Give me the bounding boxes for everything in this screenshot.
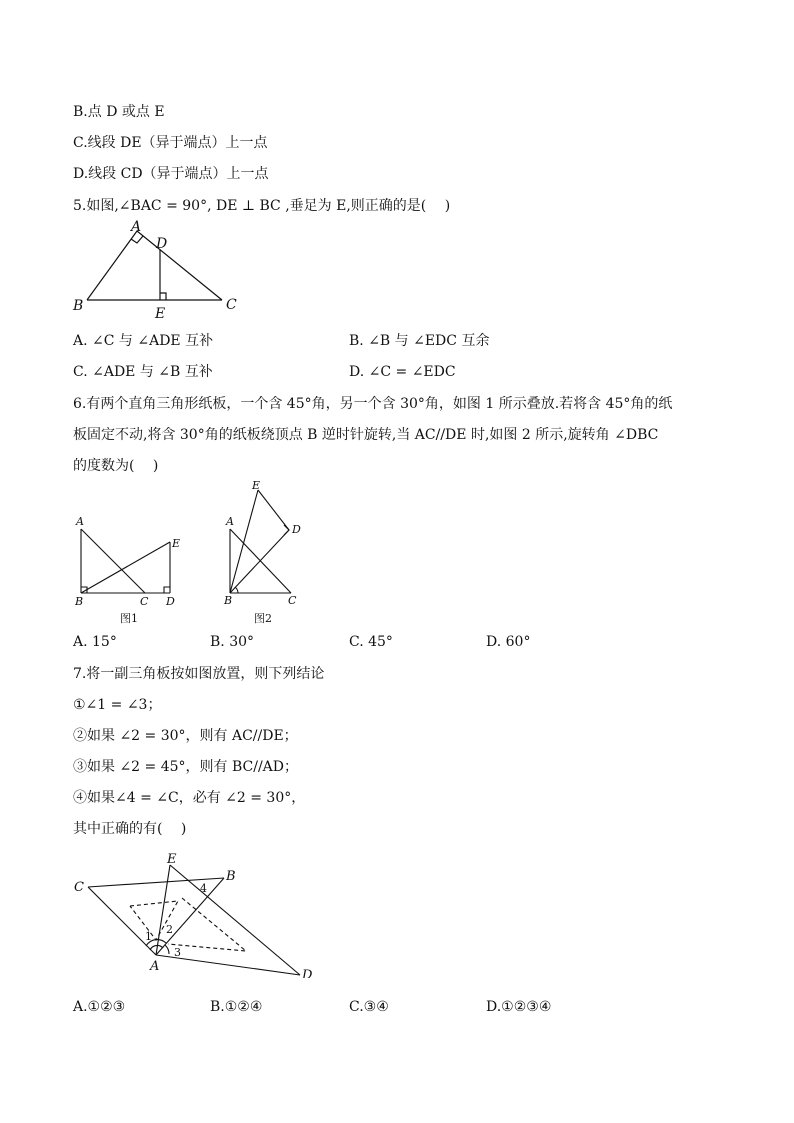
q5-figure — [70, 220, 250, 322]
q7-label-e: E — [167, 852, 177, 867]
q6-figure-2 — [218, 478, 318, 628]
q6-fig2-label-d: D — [292, 523, 301, 536]
q6-fig2-label-a: A — [226, 515, 234, 528]
q6-fig2-label-c: C — [288, 594, 297, 607]
q4-option-c: C.线段 DE（异于端点）上一点 — [73, 135, 268, 151]
q7-label-b: B — [226, 869, 236, 884]
q6-stem-line3: 的度数为( ) — [73, 458, 159, 474]
q5-option-b: B. ∠B 与 ∠EDC 互余 — [349, 333, 490, 349]
q6-fig2-label-b: B — [224, 594, 233, 607]
q7-angle-4: 4 — [200, 882, 207, 895]
q7-stem: 7.将一副三角板按如图放置，则下列结论 — [73, 666, 325, 682]
q7-item-3: ③如果 ∠2 = 45°，则有 BC//AD； — [73, 759, 299, 775]
q5-label-c: C — [226, 297, 237, 313]
q7-angle-3: 3 — [174, 946, 181, 959]
q7-option-c: C.③④ — [349, 999, 389, 1015]
q6-stem-line1: 6.有两个直角三角形纸板，一个含 45°角，另一个含 30°角，如图 1 所示叠放.若将含 45°角的纸 — [73, 396, 673, 412]
q6-option-c: C. 45° — [349, 634, 393, 650]
q6-figure-1 — [70, 505, 190, 627]
q7-figure — [70, 848, 320, 978]
q7-label-c: C — [74, 880, 84, 895]
q5-label-d: D — [156, 236, 168, 252]
q5-segment-ab — [87, 231, 137, 300]
q6-fig1-label-b: B — [75, 595, 84, 608]
q5-label-a: A — [131, 220, 142, 235]
q6-fig1-caption: 图1 — [120, 612, 138, 625]
q5-label-b: B — [73, 298, 84, 314]
q6-fig1-label-d: D — [166, 595, 175, 608]
q4-option-b: B.点 D 或点 E — [73, 104, 165, 120]
q7-option-a: A.①②③ — [73, 999, 126, 1015]
q7-option-b: B.①②④ — [210, 999, 263, 1015]
q7-angle-2: 2 — [166, 923, 173, 936]
q6-fig2-label-e: E — [252, 479, 261, 492]
q5-option-a: A. ∠C 与 ∠ADE 互补 — [73, 333, 214, 349]
q5-segment-ac — [137, 231, 222, 300]
q6-fig1-label-e: E — [172, 537, 181, 550]
q7-option-d: D.①②③④ — [486, 999, 552, 1015]
q5-label-e: E — [155, 306, 166, 322]
q6-fig2-caption: 图2 — [254, 612, 272, 625]
q6-option-d: D. 60° — [486, 634, 531, 650]
q6-fig1-label-c: C — [140, 595, 149, 608]
q4-option-d: D.线段 CD（异于端点）上一点 — [73, 166, 269, 182]
q6-fig1-label-a: A — [76, 515, 84, 528]
q5-stem: 5.如图,∠BAC = 90°, DE ⊥ BC ,垂足为 E,则正确的是( ) — [73, 198, 451, 214]
q7-item-4: ④如果∠4 = ∠C，必有 ∠2 = 30°， — [73, 790, 306, 806]
q7-item-1: ①∠1 = ∠3； — [73, 697, 162, 713]
q7-question: 其中正确的有( ) — [73, 821, 187, 837]
q5-option-d: D. ∠C = ∠EDC — [349, 364, 456, 380]
q5-option-c: C. ∠ADE 与 ∠B 互补 — [73, 364, 213, 380]
q5-right-angle-e — [160, 293, 166, 300]
q6-option-b: B. 30° — [210, 634, 255, 650]
q6-option-a: A. 15° — [73, 634, 117, 650]
q7-label-a: A — [150, 959, 160, 974]
q7-item-2: ②如果 ∠2 = 30°，则有 AC//DE； — [73, 728, 298, 744]
q7-label-d: D — [302, 968, 313, 978]
q7-angle-1: 1 — [145, 930, 152, 943]
q6-stem-line2: 板固定不动,将含 30°角的纸板绕顶点 B 逆时针旋转,当 AC//DE 时,如图 2 所示,旋转角 ∠DBC — [73, 427, 659, 443]
